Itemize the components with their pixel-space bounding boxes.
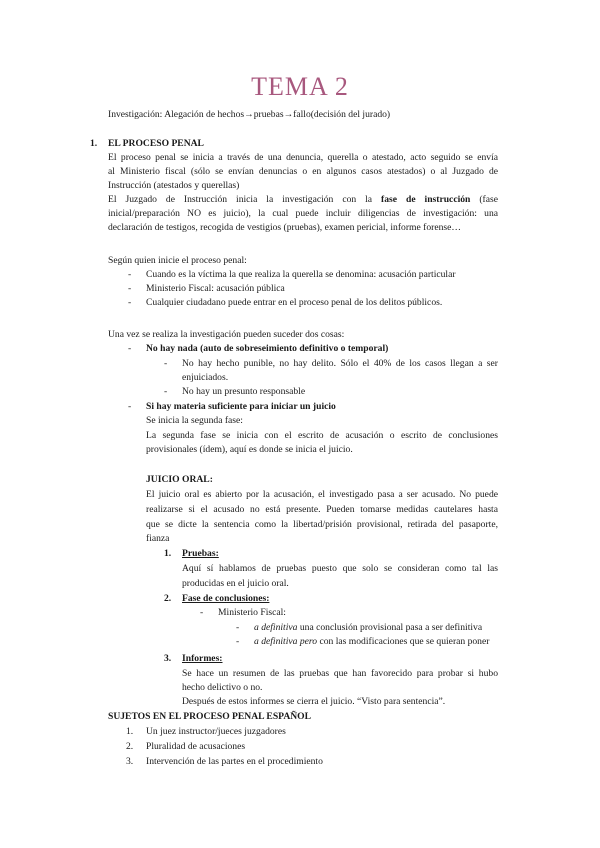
list-item-continuation: enjuiciados. <box>182 372 229 383</box>
paragraph-line: realizarse si el acusado no está presente. Pueden tomarse medidas cautelares hasta <box>146 504 498 515</box>
list-item: Pluralidad de acusaciones <box>146 741 246 752</box>
page-title: TEMA 2 <box>251 72 349 101</box>
list-number: 1. <box>126 726 134 737</box>
numbered-marker: 3. <box>164 653 172 664</box>
numbered-heading: Pruebas: <box>182 548 219 559</box>
section-heading: SUJETOS EN EL PROCESO PENAL ESPAÑOL <box>108 711 312 722</box>
list-number: 2. <box>126 741 134 752</box>
list-bullet: - <box>236 622 240 633</box>
list-bullet: - <box>128 343 132 354</box>
section-number: 1. <box>90 138 98 149</box>
list-item: Intervención de las partes en el procedimiento <box>146 756 323 767</box>
paragraph-line: El juicio oral es abierto por la acusación, el investigado pasa a ser acusado. No puede <box>146 489 498 500</box>
list-item: Ministerio Fiscal: acusación pública <box>146 283 285 294</box>
numbered-heading: Informes: <box>182 653 223 664</box>
paragraph-line: Se inicia la segunda fase: <box>146 415 243 426</box>
list-intro: Según quien inicie el proceso penal: <box>108 255 247 266</box>
paragraph-line: Después de estos informes se cierra el juicio. “Visto para sentencia”. <box>182 696 446 707</box>
text-run: una conclusión provisional pasa a ser definitiva <box>299 622 483 633</box>
subtitle: Investigación: Alegación de hechos→pruebas→fallo(decisión del jurado) <box>108 109 391 120</box>
list-item <box>254 635 489 649</box>
paragraph-line: al Ministerio fiscal (sólo se envían denuncias o en algunos casos atestados) o al Juzgado de <box>108 166 498 177</box>
list-bullet: - <box>128 401 132 412</box>
paragraph-line: producidas en el juicio oral. <box>182 578 289 589</box>
text-run: El Juzgado de Instrucción inicia la investigación con la <box>108 194 373 205</box>
section-heading: EL PROCESO PENAL <box>108 138 204 149</box>
list-bullet: - <box>164 358 168 369</box>
paragraph-line: El proceso penal se inicia a través de una denuncia, querella o atestado, acto seguido se envía <box>108 152 498 163</box>
paragraph-line: declaración de testigos, recogida de vestigios (pruebas), examen pericial, informe forense… <box>108 222 461 233</box>
paragraph-line <box>108 193 498 207</box>
option-heading: No hay nada (auto de sobreseimiento definitivo o temporal) <box>146 343 389 354</box>
option-heading: Si hay materia suficiente para iniciar un juicio <box>146 401 336 412</box>
list-item <box>254 621 482 635</box>
subsection-heading: JUICIO ORAL: <box>146 474 213 485</box>
paragraph-line: Se hace un resumen de las pruebas que han favorecido para probar si hubo <box>182 668 498 679</box>
list-item: Cuando es la víctima la que realiza la querella se denomina: acusación particular <box>146 269 456 280</box>
list-item: No hay un presunto responsable <box>182 386 306 397</box>
paragraph-line: Instrucción (atestados y querellas) <box>108 180 240 191</box>
paragraph-line: Aquí sí hablamos de pruebas puesto que solo se consideran como tal las <box>182 563 498 574</box>
list-intro: Una vez se realiza la investigación pueden suceder dos cosas: <box>108 329 345 340</box>
list-bullet: - <box>164 386 168 397</box>
paragraph-line: provisionales (ídem), aquí es donde se inicia el juicio. <box>146 444 353 455</box>
bold-run: fase de instrucción <box>381 194 471 205</box>
text-run: con las modificaciones que se quieran poner <box>319 636 490 647</box>
list-bullet: - <box>128 297 132 308</box>
list-bullet: - <box>128 269 132 280</box>
italic-run: a definitiva <box>254 622 298 633</box>
list-bullet: - <box>200 607 204 618</box>
text-run: (fase <box>479 194 498 205</box>
list-bullet: - <box>236 636 240 647</box>
italic-run: a definitiva pero <box>254 636 318 647</box>
numbered-marker: 1. <box>164 548 172 559</box>
numbered-marker: 2. <box>164 593 172 604</box>
list-item: Un juez instructor/jueces juzgadores <box>146 726 286 737</box>
paragraph-line: hecho delictivo o no. <box>182 682 263 693</box>
paragraph-line: La segunda fase se inicia con el escrito de acusación o escrito de conclusiones <box>146 430 498 441</box>
paragraph-line: inicial/preparación NO es juicio), la cual puede incluir diligencias de investigación: una <box>108 208 498 219</box>
numbered-heading: Fase de conclusiones: <box>182 593 270 604</box>
list-item: No hay hecho punible, no hay delito. Sólo el 40% de los casos llegan a ser <box>182 358 498 369</box>
list-item: Ministerio Fiscal: <box>218 607 286 618</box>
paragraph-line: fianza <box>146 533 170 544</box>
list-item: Cualquier ciudadano puede entrar en el proceso penal de los delitos públicos. <box>146 297 443 308</box>
paragraph-line: que se dicte la sentencia como la libertad/prisión provisional, retirada del pasaporte, <box>146 519 498 530</box>
list-number: 3. <box>126 756 134 767</box>
list-bullet: - <box>128 283 132 294</box>
